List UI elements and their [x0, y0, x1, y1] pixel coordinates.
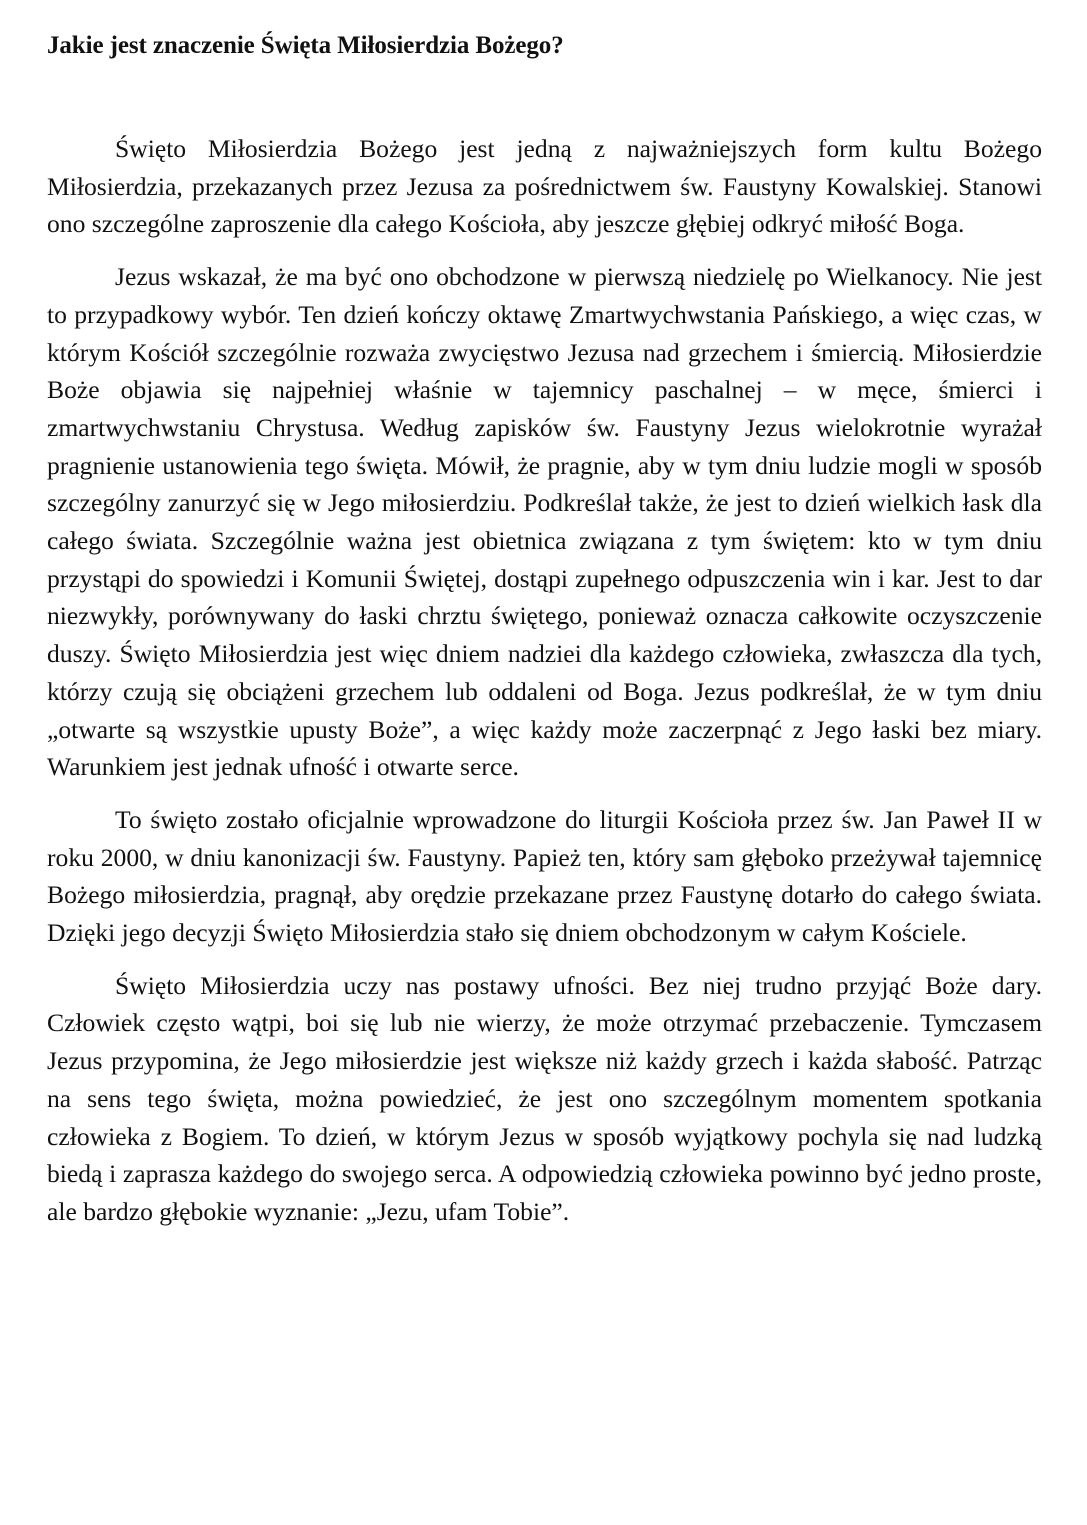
paragraph-1: Święto Miłosierdzia Bożego jest jedną z najważniejszych form kultu Bożego Miłosierdzia, przekazanych przez Jezusa za pośrednictwem św. Faustyny Kowalskiej. Stanowi ono szczególne zaproszenie dla całego Kościoła, aby jeszcze głębiej odkryć miłość Boga. — [47, 134, 1042, 239]
paragraph-2: Jezus wskazał, że ma być ono obchodzone w pierwszą niedzielę po Wielkanocy. Nie jest to przypadkowy wybór. Ten dzień kończy oktawę Zmartwychwstania Pańskiego, a więc czas, w którym Kościół szczególnie rozważa zwycięstwo Jezusa nad grzechem i śmiercią. Miłosierdzie Boże objawia się najpełniej właśnie w tajemnicy paschalnej – w męce, śmierci i zmartwychwstaniu Chrystusa. Według zapisków św. Faustyny Jezus wielokrotnie wyrażał pragnienie ustanowienia tego święta. Mówił, że pragnie, aby w tym dniu ludzie mogli w sposób szczególny zanurzyć się w Jego miłosierdziu. Podkreślał także, że jest to dzień wielkich łask dla całego świata. Szczególnie ważna jest obietnica związana z tym świętem: kto w tym dniu przystąpi do spowiedzi i Komunii Świętej, dostąpi zupełnego odpuszczenia win i kar. Jest to dar niezwykły, porównywany do łaski chrztu świętego, ponieważ oznacza całkowite oczyszczenie duszy. Święto Miłosierdzia jest więc dniem nadziei dla każdego człowieka, zwłaszcza dla tych, którzy czują się obciążeni grzechem lub oddaleni od Boga. Jezus podkreślał, że w tym dniu „otwarte są wszystkie upusty Boże”, a więc każdy może zaczerpnąć z Jego łaski bez miary. Warunkiem jest jednak ufność i otwarte serce. — [47, 262, 1042, 782]
paragraph-3: To święto zostało oficjalnie wprowadzone do liturgii Kościoła przez św. Jan Paweł II w roku 2000, w dniu kanonizacji św. Faustyny. Papież ten, który sam głęboko przeżywał tajemnicę Bożego miłosierdzia, pragnął, aby orędzie przekazane przez Faustynę dotarło do całego świata. Dzięki jego decyzji Święto Miłosierdzia stało się dniem obchodzonym w całym Kościele. — [47, 804, 1042, 948]
document-page — [47, 30, 1042, 1246]
document-title: Jakie jest znaczenie Święta Miłosierdzia Bożego? — [47, 32, 564, 59]
paragraph-4: Święto Miłosierdzia uczy nas postawy ufności. Bez niej trudno przyjąć Boże dary. Człowiek często wątpi, boi się lub nie wierzy, że może otrzymać przebaczenie. Tymczasem Jezus przypomina, że Jego miłosierdzie jest większe niż każdy grzech i każda słabość. Patrząc na sens tego święta, można powiedzieć, że jest ono szczególnym momentem spotkania człowieka z Bogiem. To dzień, w którym Jezus w sposób wyjątkowy pochyla się nad ludzką biedą i zaprasza każdego do swojego serca. A odpowiedzią człowieka powinno być jedno proste, ale bardzo głębokie wyznanie: „Jezu, ufam Tobie”. — [47, 970, 1042, 1226]
